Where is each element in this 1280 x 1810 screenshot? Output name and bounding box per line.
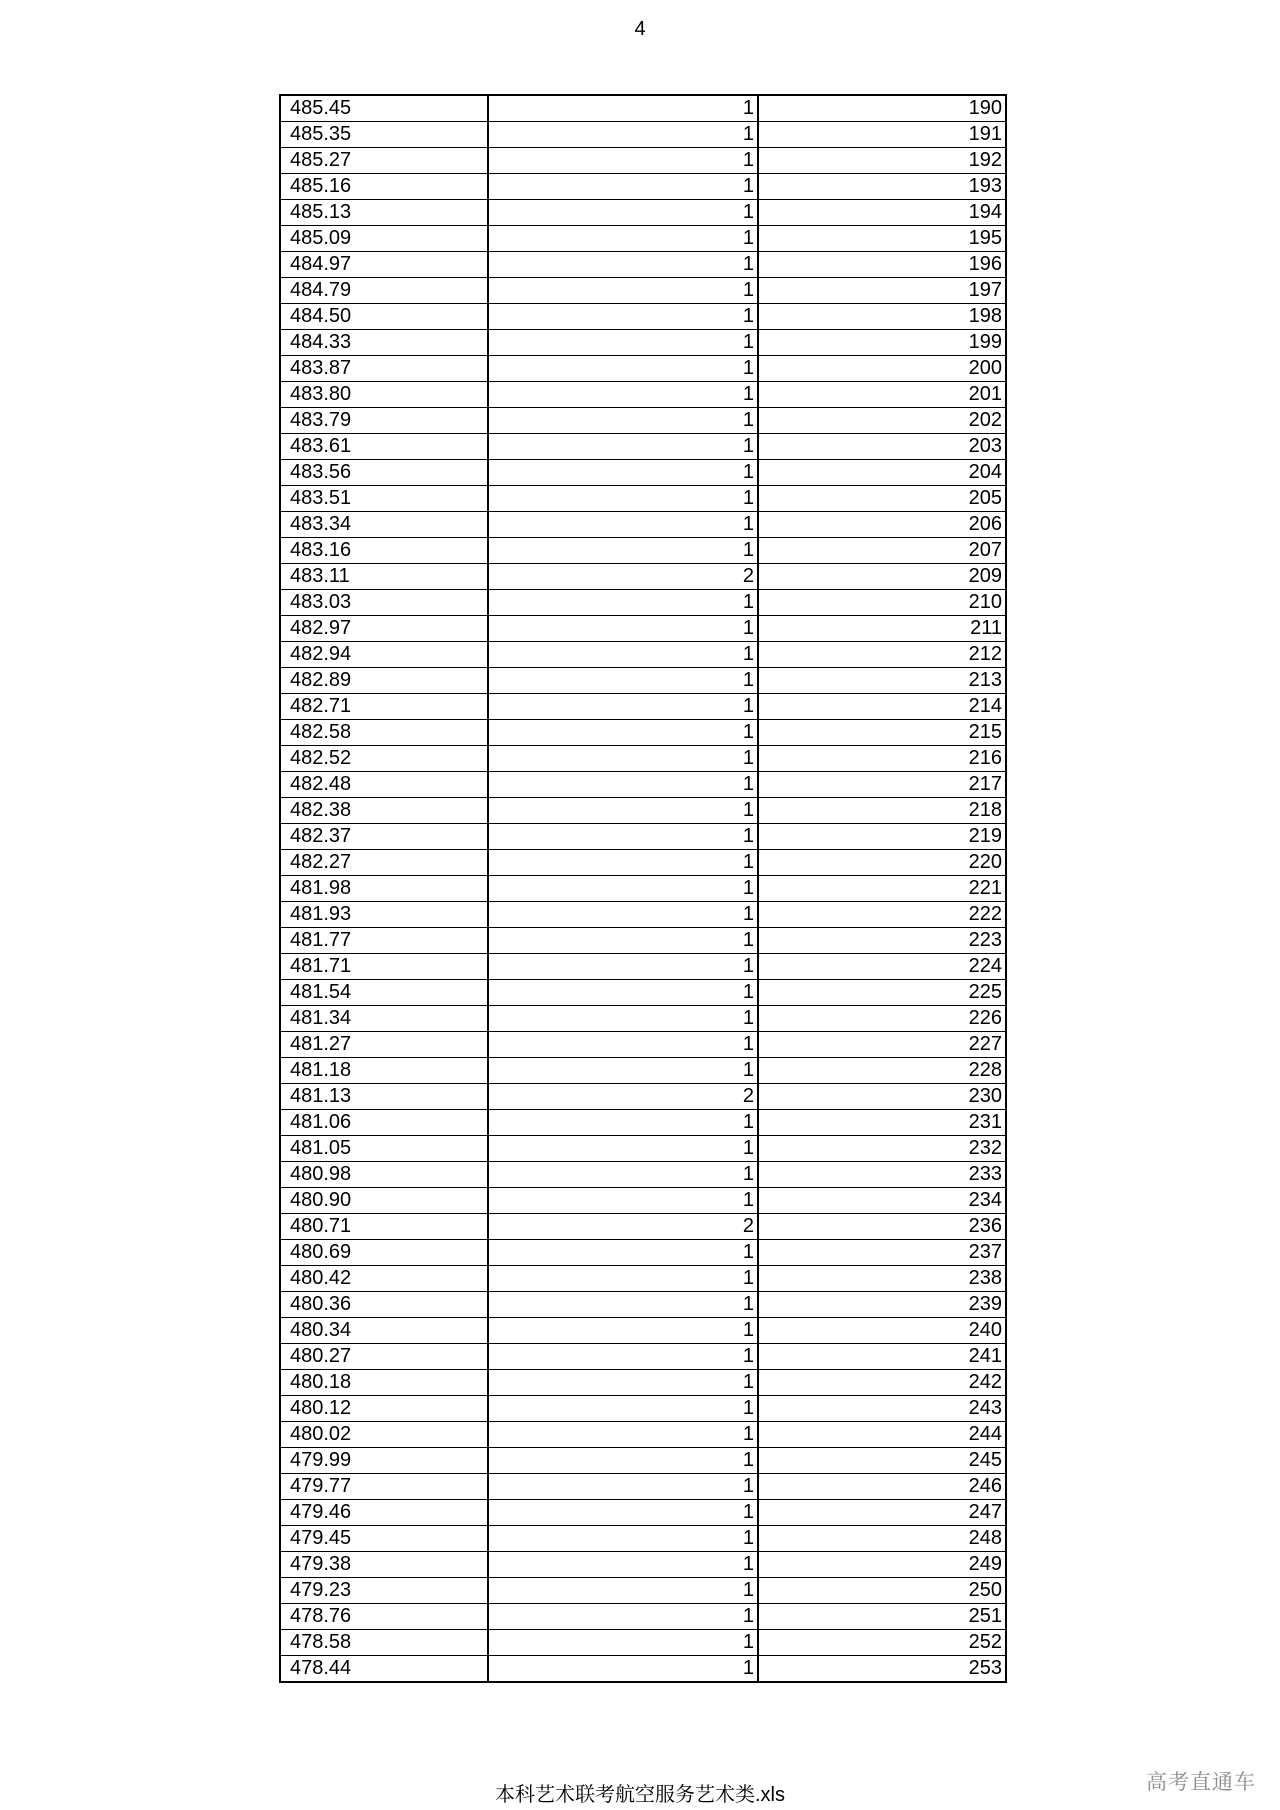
score-cell: 480.27 (280, 1344, 488, 1370)
score-cell: 481.05 (280, 1136, 488, 1162)
count-cell: 1 (488, 1058, 758, 1084)
cumulative-cell: 253 (758, 1656, 1006, 1683)
count-cell: 1 (488, 1396, 758, 1422)
count-cell: 1 (488, 590, 758, 616)
cumulative-cell: 202 (758, 408, 1006, 434)
table-row (280, 174, 1006, 200)
footer-filename: 本科艺术联考航空服务艺术类.xls (495, 1784, 785, 1806)
count-cell: 1 (488, 304, 758, 330)
table-row (280, 1318, 1006, 1344)
score-cell: 481.34 (280, 1006, 488, 1032)
score-cell: 479.45 (280, 1526, 488, 1552)
score-cell: 481.77 (280, 928, 488, 954)
table-row (280, 980, 1006, 1006)
score-cell: 483.56 (280, 460, 488, 486)
table-row (280, 538, 1006, 564)
count-cell: 1 (488, 1448, 758, 1474)
score-cell: 483.80 (280, 382, 488, 408)
score-cell: 484.97 (280, 252, 488, 278)
table-row (280, 1344, 1006, 1370)
score-cell: 479.23 (280, 1578, 488, 1604)
table-row (280, 1552, 1006, 1578)
table-row (280, 850, 1006, 876)
cumulative-cell: 230 (758, 1084, 1006, 1110)
cumulative-cell: 232 (758, 1136, 1006, 1162)
score-cell: 483.79 (280, 408, 488, 434)
count-cell: 1 (488, 174, 758, 200)
cumulative-cell: 222 (758, 902, 1006, 928)
score-cell: 479.46 (280, 1500, 488, 1526)
score-cell: 478.44 (280, 1656, 488, 1683)
count-cell: 1 (488, 850, 758, 876)
count-cell: 1 (488, 1474, 758, 1500)
table-row (280, 1162, 1006, 1188)
table-row (280, 1136, 1006, 1162)
cumulative-cell: 197 (758, 278, 1006, 304)
count-cell: 1 (488, 954, 758, 980)
cumulative-cell: 193 (758, 174, 1006, 200)
table-row (280, 1422, 1006, 1448)
count-cell: 2 (488, 1084, 758, 1110)
score-cell: 480.12 (280, 1396, 488, 1422)
cumulative-cell: 237 (758, 1240, 1006, 1266)
score-cell: 482.37 (280, 824, 488, 850)
cumulative-cell: 201 (758, 382, 1006, 408)
count-cell: 1 (488, 1422, 758, 1448)
count-cell: 1 (488, 616, 758, 642)
table-row (280, 1500, 1006, 1526)
cumulative-cell: 249 (758, 1552, 1006, 1578)
count-cell: 1 (488, 642, 758, 668)
count-cell: 1 (488, 928, 758, 954)
cumulative-cell: 236 (758, 1214, 1006, 1240)
score-cell: 479.38 (280, 1552, 488, 1578)
table-row (280, 1084, 1006, 1110)
score-cell: 483.87 (280, 356, 488, 382)
count-cell: 1 (488, 746, 758, 772)
score-cell: 481.13 (280, 1084, 488, 1110)
table-row (280, 1188, 1006, 1214)
score-cell: 481.54 (280, 980, 488, 1006)
cumulative-cell: 227 (758, 1032, 1006, 1058)
watermark: 高考直通车 (1146, 1771, 1256, 1794)
table-row (280, 954, 1006, 980)
score-cell: 485.45 (280, 95, 488, 122)
cumulative-cell: 251 (758, 1604, 1006, 1630)
score-cell: 485.16 (280, 174, 488, 200)
table-row (280, 642, 1006, 668)
table-row (280, 512, 1006, 538)
table-row (280, 95, 1006, 122)
count-cell: 1 (488, 382, 758, 408)
cumulative-cell: 194 (758, 200, 1006, 226)
table-row (280, 824, 1006, 850)
score-cell: 485.35 (280, 122, 488, 148)
score-cell: 480.90 (280, 1188, 488, 1214)
score-cell: 484.79 (280, 278, 488, 304)
count-cell: 1 (488, 1318, 758, 1344)
count-cell: 1 (488, 902, 758, 928)
cumulative-cell: 246 (758, 1474, 1006, 1500)
count-cell: 1 (488, 278, 758, 304)
table-row (280, 876, 1006, 902)
table-row (280, 1630, 1006, 1656)
score-cell: 481.18 (280, 1058, 488, 1084)
score-cell: 481.06 (280, 1110, 488, 1136)
count-cell: 1 (488, 252, 758, 278)
table-row (280, 746, 1006, 772)
score-cell: 482.48 (280, 772, 488, 798)
cumulative-cell: 205 (758, 486, 1006, 512)
count-cell: 1 (488, 1578, 758, 1604)
table-row (280, 1396, 1006, 1422)
count-cell: 1 (488, 1344, 758, 1370)
cumulative-cell: 218 (758, 798, 1006, 824)
table-row (280, 694, 1006, 720)
table-row (280, 1604, 1006, 1630)
score-cell: 483.51 (280, 486, 488, 512)
cumulative-cell: 199 (758, 330, 1006, 356)
table-row (280, 928, 1006, 954)
table-row (280, 304, 1006, 330)
score-table (279, 94, 1007, 1683)
score-cell: 481.98 (280, 876, 488, 902)
count-cell: 1 (488, 1032, 758, 1058)
score-cell: 482.58 (280, 720, 488, 746)
cumulative-cell: 192 (758, 148, 1006, 174)
count-cell: 1 (488, 798, 758, 824)
score-cell: 482.94 (280, 642, 488, 668)
cumulative-cell: 219 (758, 824, 1006, 850)
count-cell: 1 (488, 1604, 758, 1630)
cumulative-cell: 243 (758, 1396, 1006, 1422)
cumulative-cell: 223 (758, 928, 1006, 954)
count-cell: 2 (488, 1214, 758, 1240)
count-cell: 1 (488, 720, 758, 746)
count-cell: 1 (488, 226, 758, 252)
table-row (280, 408, 1006, 434)
cumulative-cell: 204 (758, 460, 1006, 486)
table-row (280, 1656, 1006, 1683)
table-row (280, 434, 1006, 460)
table-row (280, 1058, 1006, 1084)
cumulative-cell: 221 (758, 876, 1006, 902)
count-cell: 1 (488, 148, 758, 174)
cumulative-cell: 213 (758, 668, 1006, 694)
score-cell: 481.93 (280, 902, 488, 928)
cumulative-cell: 238 (758, 1266, 1006, 1292)
cumulative-cell: 220 (758, 850, 1006, 876)
score-cell: 484.50 (280, 304, 488, 330)
cumulative-cell: 242 (758, 1370, 1006, 1396)
page-number: 4 (634, 18, 646, 40)
cumulative-cell: 217 (758, 772, 1006, 798)
table-row (280, 1006, 1006, 1032)
score-cell: 480.02 (280, 1422, 488, 1448)
cumulative-cell: 211 (758, 616, 1006, 642)
table-row (280, 720, 1006, 746)
score-cell: 481.71 (280, 954, 488, 980)
cumulative-cell: 203 (758, 434, 1006, 460)
cumulative-cell: 231 (758, 1110, 1006, 1136)
score-cell: 482.89 (280, 668, 488, 694)
cumulative-cell: 234 (758, 1188, 1006, 1214)
score-cell: 485.13 (280, 200, 488, 226)
count-cell: 1 (488, 356, 758, 382)
count-cell: 1 (488, 1006, 758, 1032)
score-cell: 481.27 (280, 1032, 488, 1058)
count-cell: 1 (488, 1266, 758, 1292)
cumulative-cell: 225 (758, 980, 1006, 1006)
score-cell: 485.09 (280, 226, 488, 252)
cumulative-cell: 224 (758, 954, 1006, 980)
score-cell: 482.52 (280, 746, 488, 772)
count-cell: 1 (488, 1292, 758, 1318)
table-row (280, 460, 1006, 486)
count-cell: 1 (488, 1110, 758, 1136)
count-cell: 2 (488, 564, 758, 590)
count-cell: 1 (488, 434, 758, 460)
cumulative-cell: 248 (758, 1526, 1006, 1552)
score-cell: 480.98 (280, 1162, 488, 1188)
cumulative-cell: 216 (758, 746, 1006, 772)
score-cell: 483.11 (280, 564, 488, 590)
count-cell: 1 (488, 330, 758, 356)
count-cell: 1 (488, 486, 758, 512)
table-row (280, 330, 1006, 356)
cumulative-cell: 228 (758, 1058, 1006, 1084)
score-cell: 482.38 (280, 798, 488, 824)
count-cell: 1 (488, 95, 758, 122)
table-row (280, 252, 1006, 278)
table-row (280, 902, 1006, 928)
count-cell: 1 (488, 1162, 758, 1188)
count-cell: 1 (488, 980, 758, 1006)
score-cell: 480.36 (280, 1292, 488, 1318)
table-row (280, 1110, 1006, 1136)
cumulative-cell: 191 (758, 122, 1006, 148)
table-row (280, 1474, 1006, 1500)
count-cell: 1 (488, 1370, 758, 1396)
cumulative-cell: 245 (758, 1448, 1006, 1474)
score-cell: 483.03 (280, 590, 488, 616)
cumulative-cell: 215 (758, 720, 1006, 746)
cumulative-cell: 200 (758, 356, 1006, 382)
table-row (280, 1292, 1006, 1318)
count-cell: 1 (488, 876, 758, 902)
cumulative-cell: 247 (758, 1500, 1006, 1526)
cumulative-cell: 209 (758, 564, 1006, 590)
count-cell: 1 (488, 1136, 758, 1162)
table-row (280, 668, 1006, 694)
cumulative-cell: 233 (758, 1162, 1006, 1188)
score-cell: 480.18 (280, 1370, 488, 1396)
count-cell: 1 (488, 1500, 758, 1526)
count-cell: 1 (488, 694, 758, 720)
count-cell: 1 (488, 668, 758, 694)
table-row (280, 564, 1006, 590)
count-cell: 1 (488, 1188, 758, 1214)
table-row (280, 1266, 1006, 1292)
cumulative-cell: 214 (758, 694, 1006, 720)
table-row (280, 1240, 1006, 1266)
score-cell: 478.58 (280, 1630, 488, 1656)
score-cell: 479.77 (280, 1474, 488, 1500)
count-cell: 1 (488, 1630, 758, 1656)
count-cell: 1 (488, 122, 758, 148)
score-cell: 483.34 (280, 512, 488, 538)
cumulative-cell: 244 (758, 1422, 1006, 1448)
count-cell: 1 (488, 1656, 758, 1683)
count-cell: 1 (488, 1240, 758, 1266)
score-cell: 478.76 (280, 1604, 488, 1630)
score-cell: 482.97 (280, 616, 488, 642)
score-cell: 483.61 (280, 434, 488, 460)
count-cell: 1 (488, 824, 758, 850)
cumulative-cell: 250 (758, 1578, 1006, 1604)
table-row (280, 1578, 1006, 1604)
count-cell: 1 (488, 200, 758, 226)
table-row (280, 798, 1006, 824)
cumulative-cell: 226 (758, 1006, 1006, 1032)
table-row (280, 148, 1006, 174)
score-cell: 480.71 (280, 1214, 488, 1240)
table-body (280, 95, 1006, 1682)
table-row (280, 616, 1006, 642)
cumulative-cell: 207 (758, 538, 1006, 564)
count-cell: 1 (488, 1552, 758, 1578)
cumulative-cell: 206 (758, 512, 1006, 538)
cumulative-cell: 210 (758, 590, 1006, 616)
score-cell: 480.34 (280, 1318, 488, 1344)
score-cell: 482.71 (280, 694, 488, 720)
score-cell: 484.33 (280, 330, 488, 356)
table-row (280, 772, 1006, 798)
count-cell: 1 (488, 408, 758, 434)
score-cell: 480.69 (280, 1240, 488, 1266)
score-cell: 480.42 (280, 1266, 488, 1292)
score-cell: 483.16 (280, 538, 488, 564)
table-row (280, 1370, 1006, 1396)
cumulative-cell: 198 (758, 304, 1006, 330)
cumulative-cell: 241 (758, 1344, 1006, 1370)
cumulative-cell: 240 (758, 1318, 1006, 1344)
cumulative-cell: 239 (758, 1292, 1006, 1318)
score-cell: 479.99 (280, 1448, 488, 1474)
cumulative-cell: 252 (758, 1630, 1006, 1656)
table-row (280, 122, 1006, 148)
cumulative-cell: 190 (758, 95, 1006, 122)
score-cell: 485.27 (280, 148, 488, 174)
count-cell: 1 (488, 512, 758, 538)
table-row (280, 382, 1006, 408)
count-cell: 1 (488, 538, 758, 564)
score-cell: 482.27 (280, 850, 488, 876)
table-row (280, 1032, 1006, 1058)
cumulative-cell: 196 (758, 252, 1006, 278)
table-row (280, 278, 1006, 304)
count-cell: 1 (488, 460, 758, 486)
table-row (280, 1214, 1006, 1240)
table-row (280, 200, 1006, 226)
table-row (280, 1526, 1006, 1552)
table-row (280, 486, 1006, 512)
count-cell: 1 (488, 1526, 758, 1552)
table-row (280, 1448, 1006, 1474)
cumulative-cell: 195 (758, 226, 1006, 252)
table-row (280, 590, 1006, 616)
cumulative-cell: 212 (758, 642, 1006, 668)
count-cell: 1 (488, 772, 758, 798)
table-row (280, 226, 1006, 252)
table-row (280, 356, 1006, 382)
